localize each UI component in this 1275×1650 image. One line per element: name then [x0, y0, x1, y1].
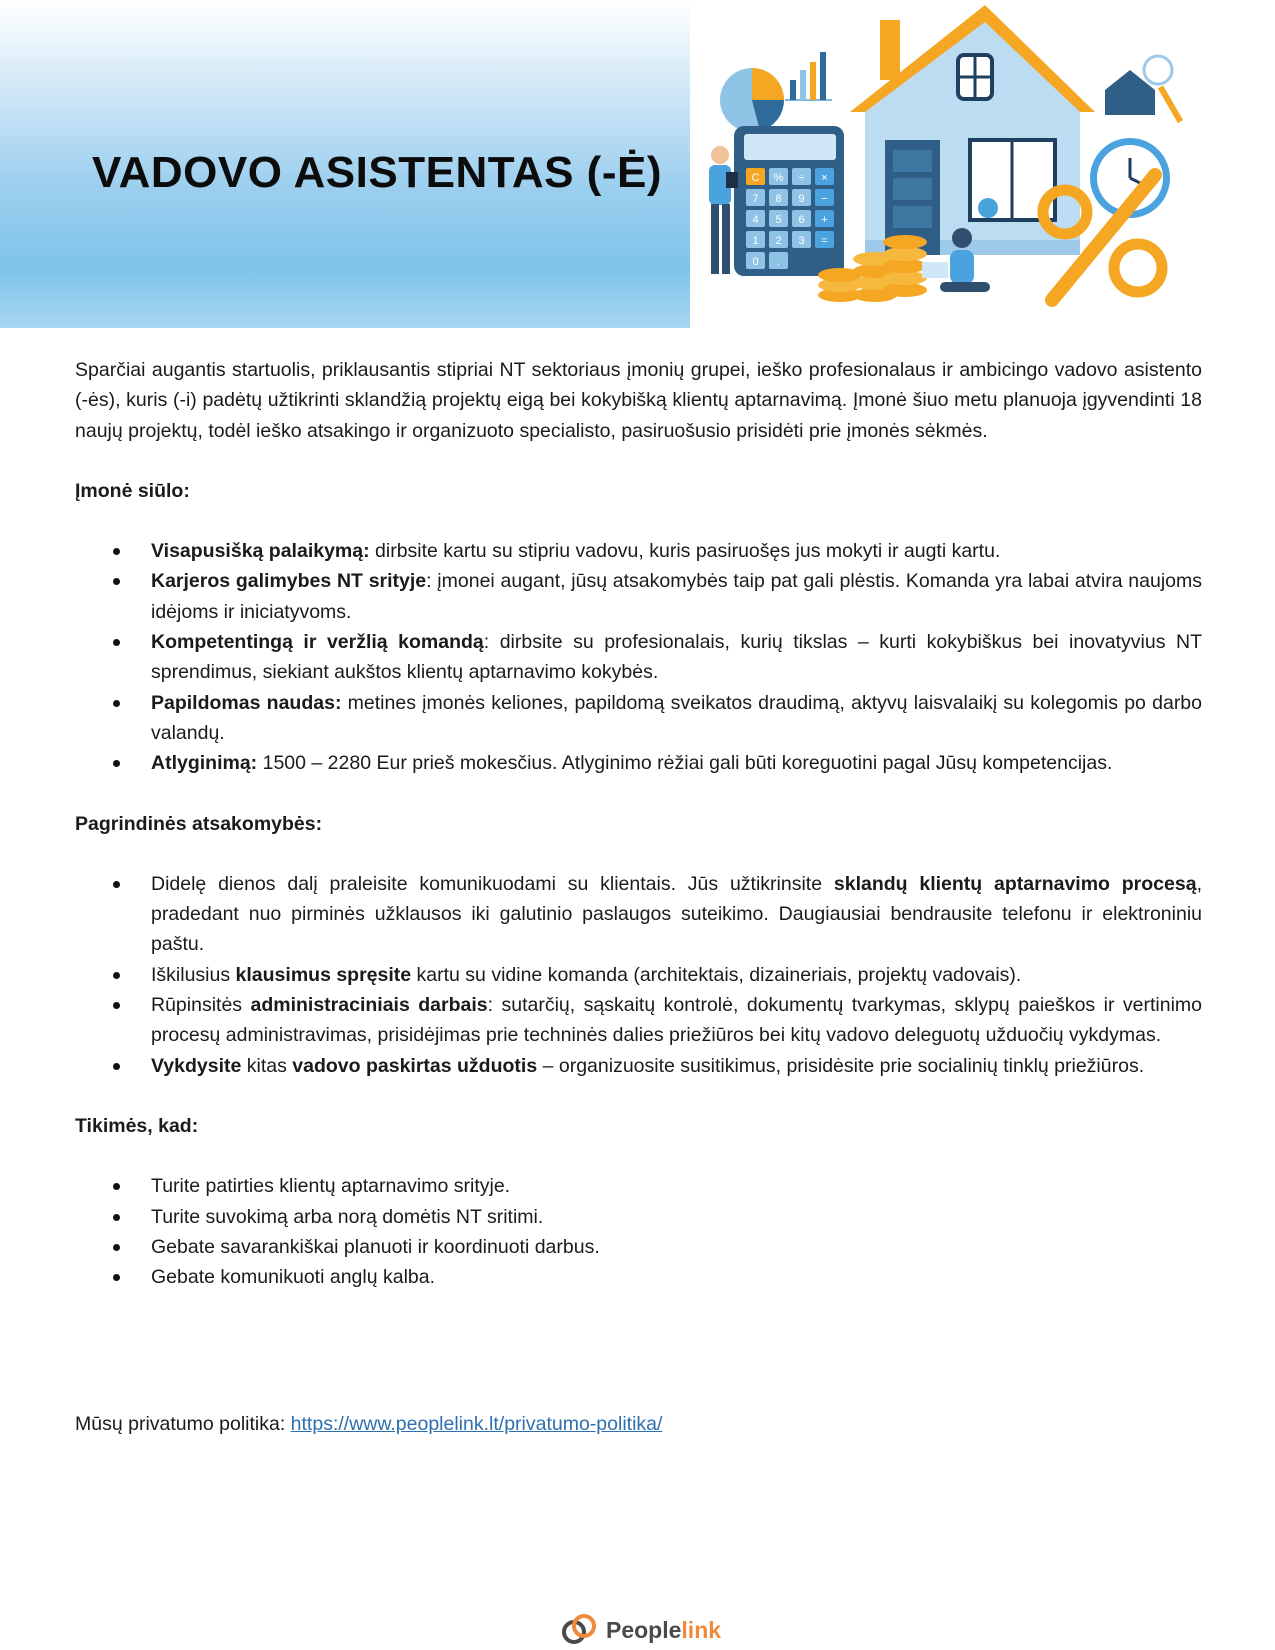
peoplelink-logo-icon — [560, 1612, 600, 1648]
list-item: Papildomas naudas: metines įmonės keliones, papildomą sveikatos draudimą, aktyvų laisvalaikį su kolegomis po darbo valandų. — [75, 688, 1202, 749]
list-item: Didelę dienos dalį praleisite komunikuodami su klientais. Jūs užtikrinsite sklandų klientų aptarnavimo procesą, pradedant nuo pirminės užklausos iki galutinio paslaugos suteikimo. Daugiausiai bendrausite telefonu ir elektroniniu paštu. — [75, 869, 1202, 960]
calculator-key-label: × — [821, 172, 828, 184]
calculator-key-label: 0 — [752, 256, 759, 268]
expectations-list — [75, 1171, 1202, 1292]
bullet-icon — [113, 1063, 120, 1070]
privacy-label: Mūsų privatumo politika: — [75, 1413, 291, 1435]
calculator-key-label: + — [821, 214, 828, 226]
key-icon — [1105, 56, 1183, 123]
calculator-key-label: C — [751, 172, 760, 184]
header-banner — [0, 0, 690, 328]
list-item: Rūpinsitės administraciniais darbais: sutarčių, sąskaitų kontrolė, dokumentų tvarkymas, sklypų paieškos ir vertinimo procesų administravimas, prisidėjimas prie techninės dalies priežiūros bei kitų vadovo deleguotų užduočių vykdymas. — [75, 990, 1202, 1051]
calculator-key-label: 1 — [752, 235, 759, 247]
bullet-icon — [113, 1274, 120, 1281]
list-item: Kompetentingą ir veržlią komandą: dirbsite su profesionalais, kurių tikslas – kurti kokybiškus bei inovatyvius NT sprendimus, siekiant aukštos klientų aptarnavimo kokybės. — [75, 627, 1202, 688]
calculator-key-label: 2 — [775, 235, 782, 247]
calculator-key-label: 7 — [752, 193, 759, 205]
house-icon — [850, 5, 1095, 255]
bar-chart-icon — [785, 52, 832, 100]
list-item: Visapusišką palaikymą: dirbsite kartu su stipriu vadovu, kuris pasiruošęs jus mokyti ir augti kartu. — [75, 536, 1202, 566]
bullet-icon — [113, 700, 120, 707]
calculator-icon — [734, 126, 844, 276]
bullet-icon — [113, 972, 120, 979]
bullet-icon — [113, 639, 120, 646]
list-item: Iškilusius klausimus spręsite kartu su vidine komanda (architektais, dizaineriais, projektų vadovais). — [75, 960, 1202, 990]
bullet-icon — [113, 578, 120, 585]
page-title: VADOVO ASISTENTAS (-Ė) — [92, 148, 662, 197]
bullet-icon — [113, 1214, 120, 1221]
calculator-key-label: . — [776, 256, 781, 268]
bullet-icon — [113, 1002, 120, 1009]
privacy-policy — [75, 1413, 662, 1436]
real-estate-illustration — [700, 0, 1260, 332]
calculator-key-label: − — [821, 193, 828, 205]
list-item: Atlyginimą: 1500 – 2280 Eur prieš mokesčius. Atlyginimo rėžiai gali būti koreguotini pagal Jūsų kompetencijas. — [75, 748, 1202, 778]
responsibilities-list — [75, 869, 1202, 1081]
calculator-key-label: 4 — [752, 214, 759, 226]
list-item: Turite suvokimą arba norą domėtis NT sritimi. — [75, 1202, 1202, 1232]
list-item: Gebate komunikuoti anglų kalba. — [75, 1262, 1202, 1292]
peoplelink-logo — [560, 1610, 721, 1650]
list-item: Karjeros galimybes NT srityje: įmonei augant, jūsų atsakomybės taip pat gali plėstis. Komanda yra labai atvira naujoms idėjoms ir iniciatyvoms. — [75, 566, 1202, 627]
calculator-key-label: 9 — [798, 193, 805, 205]
list-item: Vykdysite kitas vadovo paskirtas užduotis – organizuosite susitikimus, prisidėsite prie socialinių tinklų priežiūros. — [75, 1051, 1202, 1081]
peoplelink-wordmark: Peoplelink — [606, 1616, 722, 1643]
calculator-key-label: 5 — [775, 214, 782, 226]
calculator-key-label: 3 — [798, 235, 805, 247]
bullet-icon — [113, 1244, 120, 1251]
calculator-key-label: 8 — [775, 193, 782, 205]
bullet-icon — [113, 760, 120, 767]
bullet-icon — [113, 1183, 120, 1190]
pie-chart-icon — [720, 68, 784, 132]
calculator-key-label: ÷ — [798, 172, 805, 184]
intro-paragraph: Sparčiai augantis startuolis, priklausantis stipriai NT sektoriaus įmonių grupei, ieško profesionalaus ir ambicingo vadovo asistento (-ės), kuris (-i) padėtų užtikrinti sklandžią projektų eigą bei kokybišką klientų aptarnavimą. Įmonė šiuo metu planuoja įgyvendinti 18 naujų projektų, todėl ieško atsakingo ir organizuoto specialisto, pasiruošusio prisidėti prie įmonės sėkmės. — [75, 359, 1202, 442]
responsibilities-heading: Pagrindinės atsakomybės: — [75, 812, 323, 835]
offers-list — [75, 536, 1202, 778]
calculator-key-label: = — [821, 235, 828, 247]
bullet-icon — [113, 548, 120, 555]
man-figure — [709, 146, 738, 274]
expectations-heading: Tikimės, kad: — [75, 1114, 199, 1137]
calculator-key-label: % — [773, 172, 784, 184]
list-item: Turite patirties klientų aptarnavimo srityje. — [75, 1171, 1202, 1201]
calculator-key-label: 6 — [798, 214, 805, 226]
offers-heading: Įmonė siūlo: — [75, 479, 190, 502]
bullet-icon — [113, 881, 120, 888]
privacy-link[interactable]: https://www.peoplelink.lt/privatumo-politika/ — [290, 1413, 663, 1435]
job-description — [75, 355, 1202, 1292]
list-item: Gebate savarankiškai planuoti ir koordinuoti darbus. — [75, 1232, 1202, 1262]
